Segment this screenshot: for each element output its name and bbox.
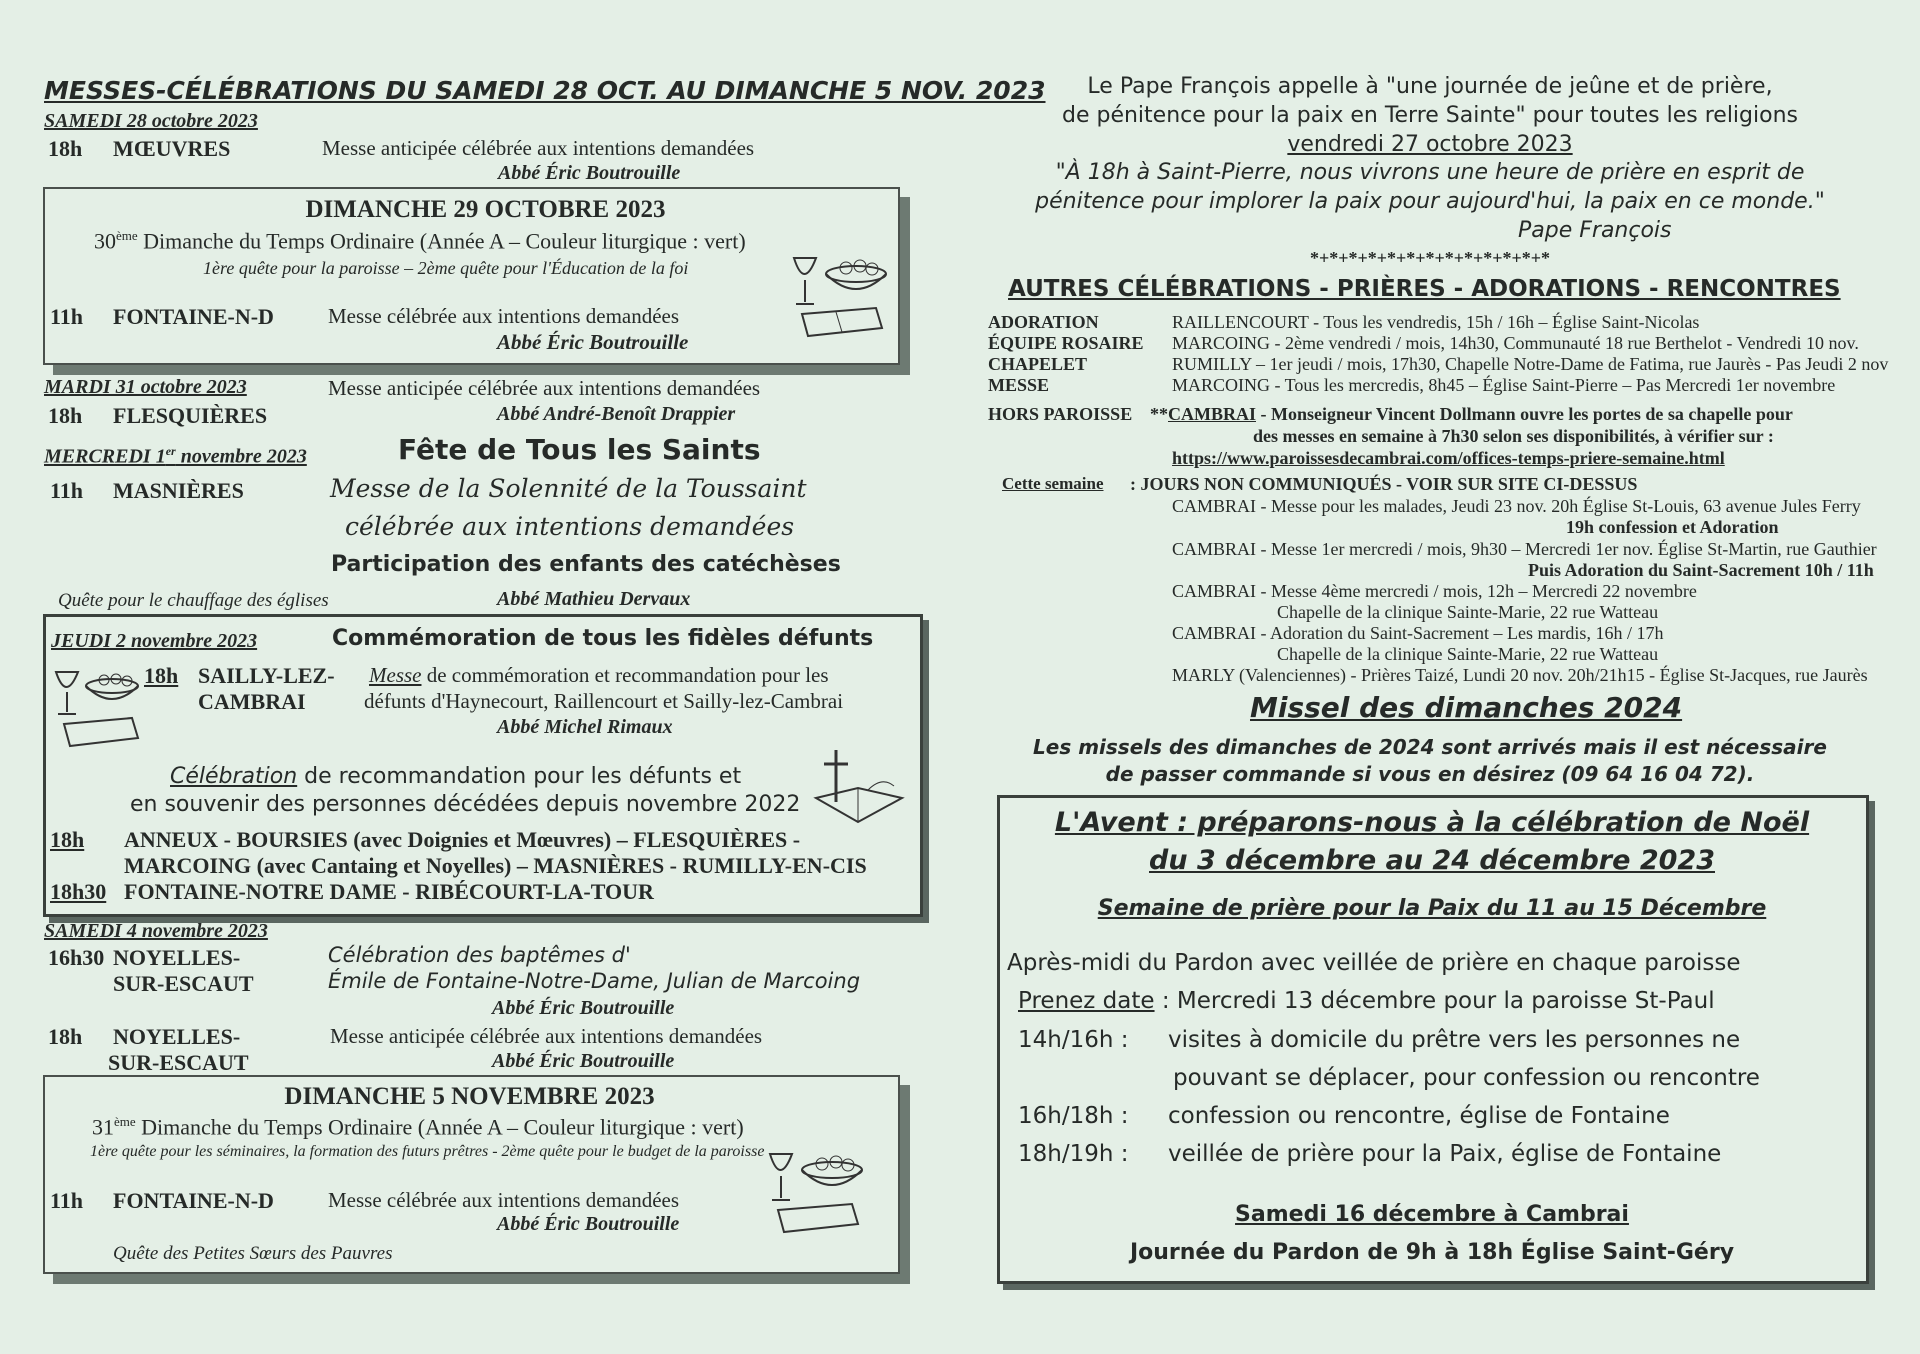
sun5-title: DIMANCHE 5 NOVEMBRE 2023	[284, 1083, 655, 1110]
semaine-s2a: CAMBRAI - Messe 1er mercredi / mois, 9h30 – Mercredi 1er nov. Église St-Martin, rue Gauthier	[1172, 539, 1877, 559]
hors-line2: des messes en semaine à 7h30 selon ses disponibilités, à vérifier sur :	[1253, 426, 1774, 446]
avent-h2-text: confession ou rencontre, église de Fontaine	[1168, 1103, 1670, 1129]
avent-pardon: Après-midi du Pardon avec veillée de prière en chaque paroisse	[1007, 950, 1741, 976]
sat4-place1b: SUR-ESCAUT	[113, 971, 254, 996]
thu2-place2: CAMBRAI	[198, 689, 306, 714]
sat28-date: SAMEDI 28 octobre 2023	[44, 110, 258, 132]
tue31-place: FLESQUIÈRES	[113, 403, 268, 428]
autres-list	[988, 312, 1908, 396]
sun29-time: 11h	[50, 304, 84, 329]
avent-h1: 14h/16h :	[1018, 1027, 1129, 1053]
sun5-subtitle: 31ème Dimanche du Temps Ordinaire (Année A – Couleur liturgique : vert)	[92, 1114, 744, 1140]
sat4-time1: 16h30	[48, 945, 105, 970]
thu2-list2: MARCOING (avec Cantaing et Noyelles) – MASNIÈRES - RUMILLY-EN-CIS	[124, 853, 867, 878]
autres-row	[988, 354, 1908, 375]
autres-row-label: ÉQUIPE ROSAIRE	[988, 333, 1144, 353]
stars-divider: *+*+*+*+*+*+*+*+*+*+*+*+*	[1309, 248, 1551, 268]
thu2-date: JEUDI 2 novembre 2023	[51, 630, 258, 652]
semaine-s1a: CAMBRAI - Messe pour les malades, Jeudi 23 nov. 20h Église St-Louis, 63 avenue Jules Ferry	[1172, 496, 1861, 516]
sun5-priest: Abbé Éric Boutrouille	[497, 1213, 680, 1235]
wed1-priest: Abbé Mathieu Dervaux	[497, 588, 691, 610]
semaine-s3b: Chapelle de la clinique Sainte-Marie, 22 rue Watteau	[1277, 602, 1659, 622]
semaine-s3a: CAMBRAI - Messe 4ème mercredi / mois, 12h – Mercredi 22 novembre	[1172, 581, 1697, 601]
autres-row-label: CHAPELET	[988, 354, 1088, 374]
thu2-t1830: 18h30	[50, 879, 107, 904]
missel-line2: de passer commande si vous en désirez (09 64 16 04 72).	[1105, 762, 1755, 786]
wed1-line1: Messe de la Solennité de la Toussaint	[330, 474, 807, 503]
sun5-time: 11h	[50, 1188, 84, 1213]
thu2-list1: ANNEUX - BOURSIES (avec Doignies et Mœuvres) – FLESQUIÈRES -	[124, 827, 801, 852]
hors-label: HORS PAROISSE	[988, 404, 1133, 424]
sun29-priest: Abbé Éric Boutrouille	[497, 330, 689, 354]
chalice-bread-icon-3	[764, 1150, 874, 1236]
tue31-priest: Abbé André-Benoît Drappier	[497, 403, 736, 425]
autres-row-text: RUMILLY – 1er jeudi / mois, 17h30, Chapelle Notre-Dame de Fatima, rue Jaurès - Pas Jeudi 2 nov	[1172, 354, 1889, 374]
pope-date: vendredi 27 octobre 2023	[1287, 132, 1573, 157]
thu2-celeb1: Célébration de recommandation pour les défunts et	[170, 764, 742, 789]
sat4-priest2: Abbé Éric Boutrouille	[492, 1050, 675, 1072]
semaine-s4b: Chapelle de la clinique Sainte-Marie, 22 rue Watteau	[1277, 644, 1659, 664]
avent-journee: Journée du Pardon de 9h à 18h Église Saint-Géry	[1129, 1240, 1735, 1265]
left-title: MESSES-CÉLÉBRATIONS DU SAMEDI 28 OCT. AU DIMANCHE 5 NOV. 2023	[44, 76, 1046, 105]
sun29-place: FONTAINE-N-D	[113, 304, 274, 329]
sun29-desc: Messe célébrée aux intentions demandées	[328, 304, 680, 328]
pope-line2: de pénitence pour la paix en Terre Sainte" pour toutes les religions	[1062, 103, 1798, 128]
thu2-list3: FONTAINE-NOTRE DAME - RIBÉCOURT-LA-TOUR	[124, 879, 654, 904]
thu2-place1: SAILLY-LEZ-	[198, 663, 335, 688]
avent-week: Semaine de prière pour la Paix du 11 au 15 Décembre	[1097, 896, 1767, 921]
semaine-label: Cette semaine	[1002, 474, 1104, 493]
missel-title: Missel des dimanches 2024	[1250, 691, 1683, 724]
avent-title2: du 3 décembre au 24 décembre 2023	[1149, 845, 1715, 876]
hors-line1: **CAMBRAI - Monseigneur Vincent Dollmann ouvre les portes de sa chapelle pour	[1150, 404, 1793, 424]
sat4-time2: 18h	[48, 1024, 83, 1049]
thu2-priest: Abbé Michel Rimaux	[497, 716, 673, 738]
tue31-date: MARDI 31 octobre 2023	[44, 376, 247, 398]
sun29-subtitle: 30ème Dimanche du Temps Ordinaire (Année A – Couleur liturgique : vert)	[94, 228, 746, 254]
avent-title1: L'Avent : préparons-nous à la célébration de Noël	[1054, 807, 1810, 838]
chalice-bread-icon	[786, 252, 896, 342]
semaine-s1b: 19h confession et Adoration	[1566, 517, 1779, 537]
autres-row-text: MARCOING - 2ème vendredi / mois, 14h30, Communauté 18 rue Berthelot - Vendredi 10 nov.	[1172, 333, 1859, 353]
avent-h2: 16h/18h :	[1018, 1103, 1129, 1129]
pope-line1: Le Pape François appelle à "une journée de jeûne et de prière,	[1087, 74, 1773, 99]
chalice-bread-icon-2	[52, 668, 148, 760]
sat28-place: MŒUVRES	[113, 136, 231, 161]
avent-h3: 18h/19h :	[1018, 1141, 1129, 1167]
autres-title: AUTRES CÉLÉBRATIONS - PRIÈRES - ADORATIONS - RENCONTRES	[1008, 276, 1841, 302]
wed1-date: MERCREDI 1er novembre 2023	[44, 444, 307, 468]
autres-row-label: MESSE	[988, 375, 1050, 395]
thu2-title: Commémoration de tous les fidèles défunts	[332, 626, 874, 651]
semaine-s5: MARLY (Valenciennes) - Prières Taizé, Lundi 20 nov. 20h/21h15 - Église St-Jacques, rue Jaurès	[1172, 665, 1868, 685]
thu2-celeb2: en souvenir des personnes décédées depuis novembre 2022	[130, 792, 801, 817]
wed1-quete: Quête pour le chauffage des églises	[58, 590, 329, 611]
thu2-desc2: défunts d'Haynecourt, Raillencourt et Sailly-lez-Cambrai	[364, 689, 844, 713]
sat4-place2b: SUR-ESCAUT	[108, 1050, 249, 1075]
sat4-bap1: Célébration des baptêmes d'	[328, 943, 631, 967]
avent-prenez: Prenez date : Mercredi 13 décembre pour la paroisse St-Paul	[1018, 988, 1715, 1014]
avent-h3-text: veillée de prière pour la Paix, église de Fontaine	[1168, 1141, 1722, 1167]
sat4-place2a: NOYELLES-	[113, 1024, 241, 1049]
sat4-date: SAMEDI 4 novembre 2023	[44, 920, 268, 942]
sun5-quete: 1ère quête pour les séminaires, la formation des futurs prêtres - 2ème quête pour le budget de la paroisse	[90, 1143, 765, 1160]
thu2-desc1: Messe de commémoration et recommandation pour les	[369, 663, 829, 687]
sun29-title: DIMANCHE 29 OCTOBRE 2023	[305, 196, 666, 223]
semaine-head: : JOURS NON COMMUNIQUÉS - VOIR SUR SITE CI-DESSUS	[1130, 474, 1638, 494]
sat4-priest1: Abbé Éric Boutrouille	[492, 997, 675, 1019]
sat28-priest: Abbé Éric Boutrouille	[498, 162, 681, 184]
autres-row-text: MARCOING - Tous les mercredis, 8h45 – Église Saint-Pierre – Pas Mercredi 1er novembre	[1172, 375, 1836, 395]
tue31-desc: Messe anticipée célébrée aux intentions demandées	[328, 376, 761, 400]
missel-line1: Les missels des dimanches de 2024 sont arrivés mais il est nécessaire	[1033, 735, 1827, 759]
wed1-line3: Participation des enfants des catéchèses	[331, 552, 841, 577]
sun29-quete: 1ère quête pour la paroisse – 2ème quête pour l'Éducation de la foi	[203, 258, 689, 278]
autres-row	[988, 333, 1908, 354]
pope-quote1: "À 18h à Saint-Pierre, nous vivrons une heure de prière en esprit de	[1055, 160, 1805, 185]
wed1-time: 11h	[50, 478, 84, 503]
thu2-t18: 18h	[50, 827, 85, 852]
sat28-time: 18h	[48, 136, 83, 161]
sat4-bap2: Émile de Fontaine-Notre-Dame, Julian de Marcoing	[328, 969, 861, 993]
semaine-s4a: CAMBRAI - Adoration du Saint-Sacrement – Les mardis, 16h / 17h	[1172, 623, 1664, 643]
semaine-s2b: Puis Adoration du Saint-Sacrement 10h / 11h	[1528, 560, 1874, 580]
pope-quote2: pénitence pour implorer la paix pour aujourd'hui, la paix en ce monde."	[1035, 189, 1825, 214]
avent-h1-text: visites à domicile du prêtre vers les personnes ne	[1168, 1027, 1741, 1053]
hors-url-link[interactable]: https://www.paroissesdecambrai.com/offices-temps-priere-semaine.html	[1172, 448, 1725, 468]
wed1-line2: célébrée aux intentions demandées	[345, 512, 795, 541]
wed1-place: MASNIÈRES	[113, 478, 244, 503]
sat4-place1a: NOYELLES-	[113, 945, 241, 970]
autres-row	[988, 375, 1908, 396]
autres-row	[988, 312, 1908, 333]
tue31-time: 18h	[48, 403, 83, 428]
autres-row-text: RAILLENCOURT - Tous les vendredis, 15h / 16h – Église Saint-Nicolas	[1172, 312, 1700, 332]
pope-signature: Pape François	[1518, 218, 1672, 243]
sat28-desc: Messe anticipée célébrée aux intentions demandées	[322, 136, 755, 160]
thu2-time: 18h	[144, 663, 179, 688]
sun5-quete2: Quête des Petites Sœurs des Pauvres	[113, 1243, 393, 1264]
sat4-desc2: Messe anticipée célébrée aux intentions demandées	[330, 1024, 763, 1048]
avent-samedi16: Samedi 16 décembre à Cambrai	[1235, 1202, 1629, 1227]
avent-h1-text2: pouvant se déplacer, pour confession ou rencontre	[1173, 1065, 1760, 1091]
autres-row-label: ADORATION	[988, 312, 1099, 332]
cross-bible-icon	[812, 746, 908, 828]
sun5-place: FONTAINE-N-D	[113, 1188, 274, 1213]
wed1-feast: Fête de Tous les Saints	[398, 433, 761, 466]
sun5-desc: Messe célébrée aux intentions demandées	[328, 1188, 680, 1212]
